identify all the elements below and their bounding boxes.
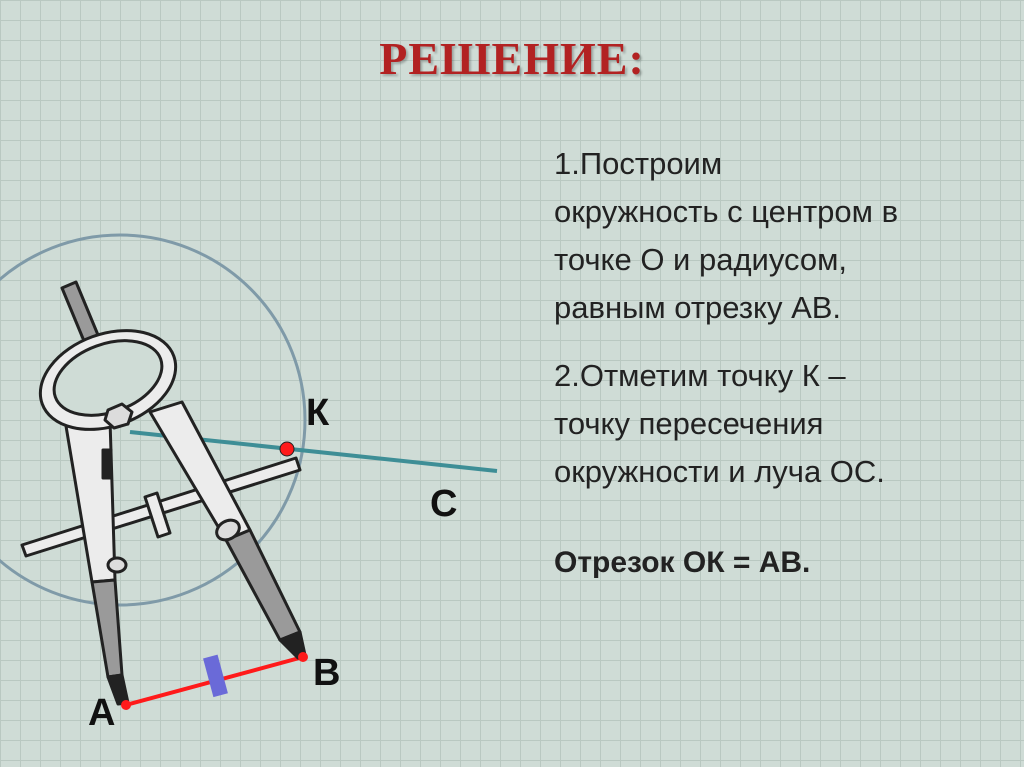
label-c: С bbox=[430, 483, 458, 525]
step-2-line-1: 2.Отметим точку К – bbox=[554, 358, 846, 393]
step-1-line-1: 1.Построим bbox=[554, 146, 723, 181]
point-b-marker bbox=[298, 652, 308, 662]
step-2-line-2: точку пересечения bbox=[554, 406, 824, 441]
label-b: В bbox=[313, 652, 341, 694]
point-a-marker bbox=[121, 700, 131, 710]
step-2-line-3: окружности и луча ОС. bbox=[554, 454, 885, 489]
step-1-line-4: равным отрезку АВ. bbox=[554, 290, 842, 325]
compass-icon bbox=[22, 282, 305, 704]
result-statement: Отрезок ОК = АВ. bbox=[554, 546, 811, 579]
segment-tick-mark bbox=[203, 655, 228, 698]
label-k: К bbox=[306, 392, 330, 434]
point-k-marker bbox=[280, 442, 294, 456]
step-1-line-3: точке О и радиусом, bbox=[554, 242, 848, 277]
step-1-line-2: окружность с центром в bbox=[554, 194, 899, 229]
label-a: А bbox=[88, 692, 116, 734]
slide-title: РЕШЕНИЕ: bbox=[379, 33, 645, 84]
